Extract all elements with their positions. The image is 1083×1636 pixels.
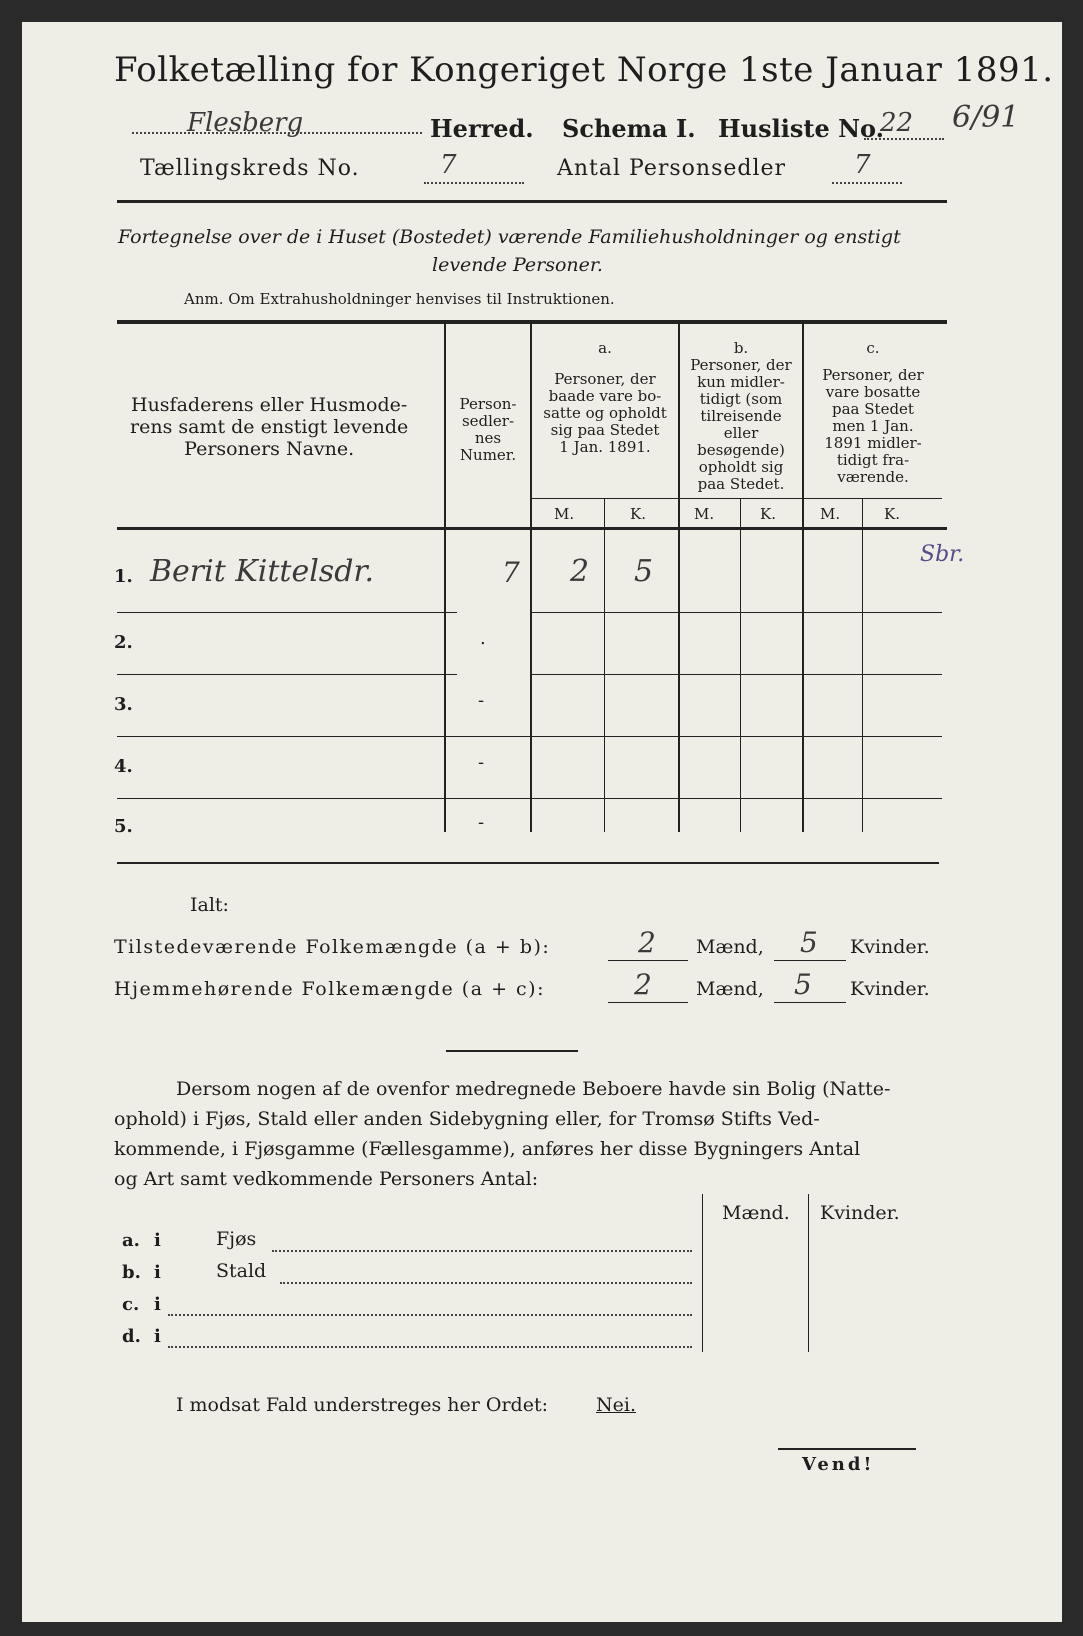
antal-label: Antal Personsedler bbox=[557, 156, 787, 181]
tilst-maend: Mænd, bbox=[696, 936, 764, 958]
building-i: i bbox=[154, 1326, 161, 1347]
row-sedler: . bbox=[480, 628, 486, 649]
side-note: Sbr. bbox=[920, 542, 965, 567]
kreds-label: Tællingskreds No. bbox=[140, 156, 360, 181]
row-rule bbox=[452, 798, 942, 799]
row-sedler: - bbox=[478, 752, 485, 773]
buildings-col-kvinder: Kvinder. bbox=[820, 1202, 900, 1224]
date-note: 6/91 bbox=[952, 100, 1020, 135]
husliste-underline bbox=[864, 138, 944, 140]
row-a-m: 2 bbox=[570, 554, 590, 589]
col-header-a: a. Personer, der baade vare bo- satte og opholdt sig paa Stedet 1 Jan. 1891. bbox=[543, 339, 667, 456]
header-rule bbox=[117, 200, 947, 203]
vline-a-mk bbox=[604, 498, 605, 832]
herred-value: Flesberg bbox=[187, 108, 304, 138]
modsat-text: I modsat Fald understreges her Ordet: bbox=[176, 1394, 548, 1416]
nei-word: Nei. bbox=[596, 1394, 636, 1416]
building-label: Fjøs bbox=[216, 1228, 257, 1250]
c-k-label: K. bbox=[884, 505, 900, 523]
husliste-label: Husliste No. bbox=[718, 114, 884, 143]
tilst-kvinder: Kvinder. bbox=[850, 936, 930, 958]
tilst-label: Tilstedeværende Folkemængde (a + b): bbox=[114, 936, 551, 958]
row-number: 3. bbox=[114, 694, 133, 715]
vline-b-mk bbox=[740, 498, 741, 832]
vline-names bbox=[444, 324, 446, 832]
building-letter: c. bbox=[122, 1294, 140, 1315]
building-letter: b. bbox=[122, 1262, 141, 1283]
building-dots bbox=[272, 1250, 692, 1252]
tilst-m-line bbox=[608, 960, 688, 961]
row-rule bbox=[452, 736, 942, 737]
buildings-para-3: kommende, i Fjøsgamme (Fællesgamme), anføres her disse Bygningers Antal bbox=[114, 1138, 861, 1160]
hjem-m-value: 2 bbox=[634, 968, 652, 1001]
hjem-m-line bbox=[608, 1002, 688, 1003]
c-m-label: M. bbox=[820, 505, 841, 523]
col-header-names: Husfaderens eller Husmode- rens samt de enstigt levende Personers Navne. bbox=[130, 394, 409, 460]
vline-num bbox=[530, 324, 532, 832]
row-number: 4. bbox=[114, 756, 133, 777]
section-divider bbox=[446, 1050, 578, 1052]
intro-line-1: Fortegnelse over de i Huset (Bostedet) værende Familiehusholdninger og enstigt bbox=[118, 226, 901, 248]
col-header-sedler: Person- sedler- nes Numer. bbox=[459, 395, 517, 464]
b-k-label: K. bbox=[760, 505, 776, 523]
row-rule bbox=[117, 798, 457, 799]
row-number: 5. bbox=[114, 816, 133, 837]
row-rule bbox=[532, 612, 942, 613]
buildings-para-4: og Art samt vedkommende Personers Antal: bbox=[114, 1168, 539, 1190]
row-number: 2. bbox=[114, 632, 133, 653]
building-dots bbox=[280, 1282, 692, 1284]
row-rule bbox=[117, 674, 457, 675]
tilst-m-value: 2 bbox=[638, 926, 656, 959]
kreds-underline bbox=[424, 182, 524, 184]
antal-value: 7 bbox=[854, 150, 871, 180]
row-rule bbox=[117, 612, 457, 613]
kreds-value: 7 bbox=[440, 150, 457, 180]
tilst-k-line bbox=[774, 960, 846, 961]
building-label: Stald bbox=[216, 1260, 267, 1282]
hjem-k-line bbox=[774, 1002, 846, 1003]
husliste-value: 22 bbox=[880, 108, 914, 138]
hjem-label: Hjemmehørende Folkemængde (a + c): bbox=[114, 978, 545, 1000]
building-letter: a. bbox=[122, 1230, 140, 1251]
building-dots bbox=[168, 1314, 692, 1316]
table-top-rule bbox=[117, 320, 947, 324]
antal-underline bbox=[832, 182, 902, 184]
row-rule bbox=[532, 674, 942, 675]
table-header-rule bbox=[117, 527, 947, 530]
building-dots bbox=[168, 1346, 692, 1348]
building-i: i bbox=[154, 1262, 161, 1283]
form-title: Folketælling for Kongeriget Norge 1ste Januar 1891. bbox=[114, 50, 1054, 90]
building-i: i bbox=[154, 1230, 161, 1251]
ialt-label: Ialt: bbox=[190, 894, 229, 916]
buildings-col-maend: Mænd. bbox=[722, 1202, 790, 1224]
building-i: i bbox=[154, 1294, 161, 1315]
col-header-c: c. Personer, der vare bosatte paa Stedet men 1 Jan. 1891 midler- tidigt fra- værende. bbox=[822, 339, 924, 486]
row-name: Berit Kittelsdr. bbox=[150, 554, 374, 589]
vline-c-mk bbox=[862, 498, 863, 832]
a-m-label: M. bbox=[554, 505, 575, 523]
hjem-k-value: 5 bbox=[794, 968, 812, 1001]
census-form-sheet bbox=[22, 22, 1062, 1622]
vend-rule bbox=[778, 1448, 916, 1450]
schema-label: Schema I. bbox=[562, 114, 696, 143]
buildings-vline-1 bbox=[702, 1194, 703, 1352]
row-sedler: 7 bbox=[502, 556, 520, 589]
row-rule bbox=[117, 736, 457, 737]
row-sedler: - bbox=[478, 690, 485, 711]
row-sedler: - bbox=[478, 812, 485, 833]
vend-text: Vend! bbox=[802, 1454, 875, 1475]
hjem-kvinder: Kvinder. bbox=[850, 978, 930, 1000]
row-number: 1. bbox=[114, 566, 133, 587]
building-letter: d. bbox=[122, 1326, 141, 1347]
herred-label: Herred. bbox=[430, 114, 534, 143]
buildings-para-1: Dersom nogen af de ovenfor medregnede Beboere havde sin Bolig (Natte- bbox=[176, 1078, 891, 1100]
intro-line-2: levende Personer. bbox=[432, 254, 603, 276]
buildings-vline-2 bbox=[808, 1194, 809, 1352]
tilst-k-value: 5 bbox=[800, 926, 818, 959]
row-a-k: 5 bbox=[634, 554, 654, 589]
b-m-label: M. bbox=[694, 505, 715, 523]
hjem-maend: Mænd, bbox=[696, 978, 764, 1000]
anm-note: Anm. Om Extrahusholdninger henvises til Instruktionen. bbox=[184, 290, 615, 308]
a-k-label: K. bbox=[630, 505, 646, 523]
col-header-b: b. Personer, der kun midler- tidigt (som tilreisende eller besøgende) opholdt sig paa Stedet. bbox=[690, 339, 792, 493]
table-bottom-rule bbox=[117, 862, 939, 864]
mk-rule bbox=[532, 498, 942, 499]
buildings-para-2: ophold) i Fjøs, Stald eller anden Sidebygning eller, for Tromsø Stifts Ved- bbox=[114, 1108, 820, 1130]
